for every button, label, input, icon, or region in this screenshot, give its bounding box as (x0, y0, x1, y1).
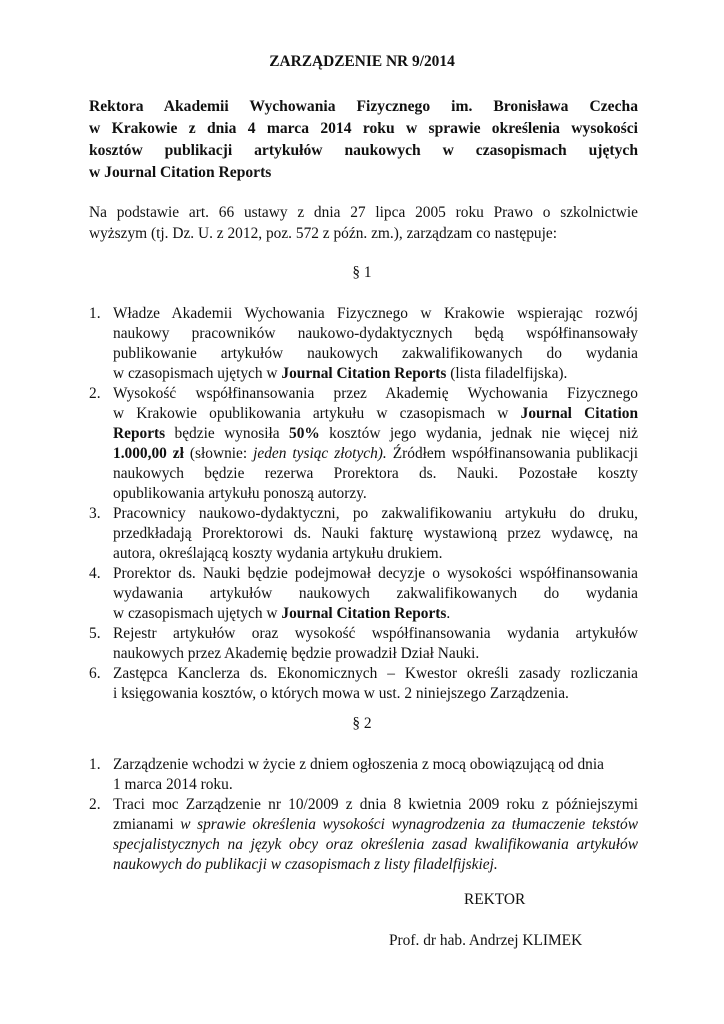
italic-text: naukowych do publikacji w czasopismach z listy filadelfijskiej. (113, 856, 498, 873)
item-number: 2. (89, 796, 101, 813)
signature-role: REKTOR (464, 891, 526, 908)
item-number: 1. (89, 756, 101, 773)
document-heading (89, 96, 638, 184)
item-line: Traci moc Zarządzenie nr 10/2009 z dnia 8 kwietnia 2009 roku z późniejszymi (113, 796, 638, 813)
item-line: opublikowania artykułu ponoszą autorzy. (113, 485, 367, 502)
heading-line: w Krakowie z dnia 4 marca 2014 roku w sprawie określenia wysokości (89, 120, 638, 137)
list-item (89, 795, 638, 875)
text-run: w czasopismach ujętych w (113, 365, 282, 382)
item-number: 4. (89, 565, 101, 582)
section-2-list (89, 755, 638, 875)
item-line: Pracownicy naukowo-dydaktyczni, po zakwalifikowaniu artykułu do druku, (113, 505, 638, 522)
list-item (89, 755, 638, 795)
preamble (89, 202, 638, 244)
item-line (113, 444, 638, 464)
list-item (89, 624, 638, 664)
bold-text: Journal Citation (520, 405, 638, 422)
item-line: i księgowania kosztów, o których mowa w ust. 2 niniejszego Zarządzenia. (113, 685, 569, 702)
italic-text: specjalistycznych na język obcy oraz określenia zasad kwalifikowania artykułów (113, 836, 638, 853)
item-line: autora, określającą koszty wydania artykułu drukiem. (113, 545, 443, 562)
bold-text: Reports (113, 425, 166, 442)
signature-name: Prof. dr hab. Andrzej KLIMEK (389, 932, 583, 949)
item-number: 2. (89, 385, 101, 402)
text-run: (słownie: (183, 445, 254, 462)
text-run: w Krakowie opublikowania artykułu w czasopismach w (113, 405, 521, 422)
item-number: 5. (89, 625, 101, 642)
italic-text: jeden tysiąc złotych). (253, 445, 387, 462)
text-run: kosztów jego wydania, jednak nie więcej niż (319, 425, 638, 442)
document-title: ZARZĄDZENIE NR 9/2014 (269, 53, 455, 70)
bold-text: 1.000,00 zł (113, 445, 184, 462)
item-line: Zastępca Kanclerza ds. Ekonomicznych – Kwestor określi zasady rozliczania (113, 665, 638, 682)
item-line (113, 424, 638, 444)
preamble-line: Na podstawie art. 66 ustawy z dnia 27 lipca 2005 roku Prawo o szkolnictwie (89, 204, 638, 221)
text-run: zmianami (113, 816, 181, 833)
heading-line: Rektora Akademii Wychowania Fizycznego im. Bronisława Czecha (89, 98, 638, 115)
item-line (113, 364, 638, 384)
item-line: wydawania artykułów naukowych zakwalifikowanych do wydania (113, 585, 638, 602)
item-line (113, 835, 638, 855)
item-line (113, 815, 638, 835)
item-line: Rejestr artykułów oraz wysokość współfinansowania wydania artykułów (113, 625, 638, 642)
italic-text: w sprawie określenia wysokości wynagrodzenia za tłumaczenie tekstów (180, 816, 638, 833)
section-1-label: § 1 (352, 264, 372, 281)
section-2-label: § 2 (352, 715, 372, 732)
heading-line: w Journal Citation Reports (89, 164, 272, 181)
item-line: przedkładają Prorektorowi ds. Nauki fakturę wystawioną przez wydawcę, na (113, 525, 638, 542)
list-item (89, 564, 638, 624)
item-number: 6. (89, 665, 101, 682)
item-line: naukowych przez Akademię będzie prowadził Dział Nauki. (113, 645, 480, 662)
item-line (113, 855, 638, 875)
item-line (113, 604, 638, 624)
item-number: 1. (89, 305, 101, 322)
item-line (113, 404, 638, 424)
list-item (89, 504, 638, 564)
section-1-list (89, 304, 638, 704)
text-run: w czasopismach ujętych w (113, 605, 282, 622)
preamble-line: wyższym (tj. Dz. U. z 2012, poz. 572 z późn. zm.), zarządzam co następuje: (89, 225, 557, 242)
item-line: 1 marca 2014 roku. (113, 776, 233, 793)
item-number: 3. (89, 505, 101, 522)
heading-line: kosztów publikacji artykułów naukowych w czasopismach ujętych (89, 142, 638, 159)
text-run: (lista filadelfijska). (446, 365, 568, 382)
bold-text: 50% (289, 425, 320, 442)
item-line: Zarządzenie wchodzi w życie z dniem ogłoszenia z mocą obowiązującą od dnia (113, 756, 604, 773)
bold-text: Journal Citation Reports (281, 605, 447, 622)
item-line: Władze Akademii Wychowania Fizycznego w Krakowie wspierając rozwój (113, 305, 638, 322)
item-line: naukowy pracowników naukowo-dydaktycznych będą współfinansowały (113, 325, 638, 342)
bold-text: Journal Citation Reports (281, 365, 447, 382)
list-item (89, 384, 638, 504)
text-run: . (446, 605, 451, 622)
text-run: Źródłem współfinansowania publikacji (386, 445, 638, 462)
item-line: Wysokość współfinansowania przez Akademię Wychowania Fizycznego (113, 385, 638, 402)
item-line: naukowych będzie rezerwa Prorektora ds. Nauki. Pozostałe koszty (113, 465, 638, 482)
list-item (89, 664, 638, 704)
list-item (89, 304, 638, 384)
item-line: Prorektor ds. Nauki będzie podejmował decyzje o wysokości współfinansowania (113, 565, 638, 582)
text-run: będzie wynosiła (165, 425, 290, 442)
item-line: publikowanie artykułów naukowych zakwalifikowanych do wydania (113, 345, 638, 362)
